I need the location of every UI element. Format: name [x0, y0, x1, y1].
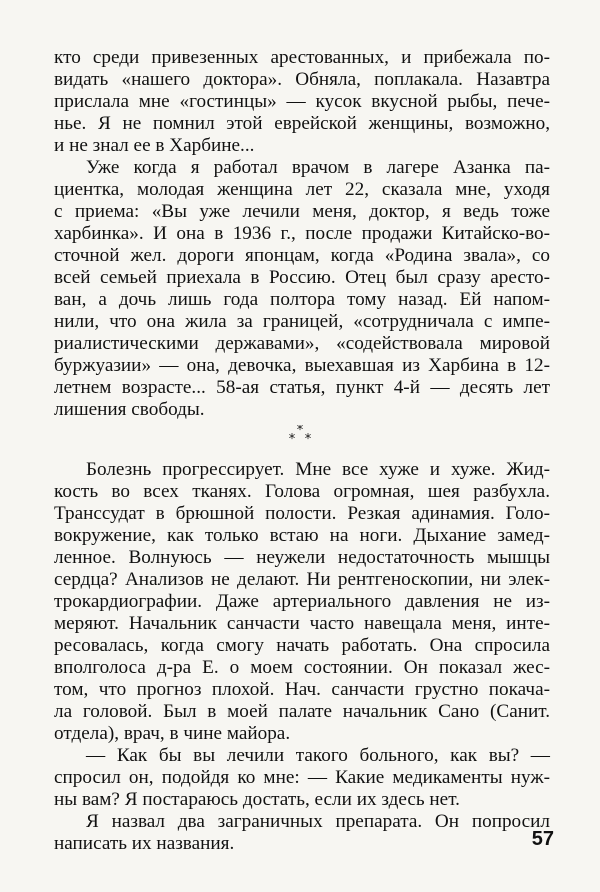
text-line: Уже когда я работал врачом в лагере Азанка па- — [86, 157, 550, 178]
text-line: и не знал ее в Харбине... — [54, 135, 255, 156]
text-line: нье. Я не помнил этой еврейской женщины, возможно, — [54, 113, 550, 134]
text-line: вполголоса д-ра Е. о моем состоянии. Он показал жес- — [54, 657, 550, 678]
text-line: ресовалась, когда смогу начать работать. Она спросила — [54, 635, 550, 656]
text-line: сточной жел. дороги японцам, когда «Родина звала», со — [54, 245, 550, 266]
svg-text:*: * — [288, 432, 296, 445]
text-line: — Как бы вы лечили такого больного, как вы? — — [86, 745, 550, 766]
text-line: вокружение, как только встаю на ноги. Дыхание замед- — [54, 525, 550, 546]
text-line: видать «нашего доктора». Обняла, поплакала. Назавтра — [54, 69, 550, 90]
text-line: Болезнь прогрессирует. Мне все хуже и хуже. Жид- — [86, 459, 550, 480]
text-line: ленное. Волнуюсь — неужели недостаточность мышцы — [54, 547, 550, 568]
text-line: сердца? Анализов не делают. Ни рентгеноскопии, ни элек- — [54, 569, 550, 590]
text-line: спросил он, подойдя ко мне: — Какие медикаменты нуж- — [54, 767, 550, 788]
text-line: ван, а дочь лишь года полтора тому назад. Ей напом- — [54, 289, 550, 310]
text-line: написать их названия. — [54, 833, 235, 854]
text-line: трокардиографии. Даже артериального давления не из- — [54, 591, 550, 612]
text-line: Я назвал два заграничных препарата. Он попросил — [86, 811, 550, 832]
text-line: отдела), врач, в чине майора. — [54, 723, 291, 744]
text-line: том, что прогноз плохой. Нач. санчасти грустно покача- — [54, 679, 550, 700]
text-line: меряют. Начальник санчасти часто навещала меня, инте- — [54, 613, 550, 634]
text-line: всей семьей приехала в Россию. Отец был сразу аресто- — [54, 267, 550, 288]
text-line: ны вам? Я постараюсь достать, если их здесь нет. — [54, 789, 460, 810]
text-line: лишения свободы. — [54, 399, 205, 420]
text-line: кто среди привезенных арестованных, и прибежала по- — [54, 47, 550, 68]
text-line: кость во всех тканях. Голова огромная, шея разбухла. — [54, 481, 550, 502]
text-line: Транссудат в брюшной полости. Резкая адинамия. Голо- — [54, 503, 550, 524]
page-number: 57 — [531, 828, 554, 850]
text-line: с приема: «Вы уже лечили меня, доктор, я ведь тоже — [54, 201, 550, 222]
text-line: прислала мне «гостинцы» — кусок вкусной рыбы, пече- — [54, 91, 550, 112]
svg-text:*: * — [304, 432, 312, 445]
text-line: нили, что она жила за границей, «сотрудничала с импе- — [54, 311, 550, 332]
text-line: харбинка». И она в 1936 г., после продажи Китайско-во- — [54, 223, 550, 244]
text-line: ла головой. Был в моей палате начальник Сано (Санит. — [54, 701, 550, 722]
text-line: буржуазии» — она, девочка, выехавшая из Харбина в 12- — [54, 355, 550, 376]
section-separator-icon — [287, 425, 313, 445]
svg-text:*: * — [296, 425, 304, 438]
text-line: летнем возрасте... 58-ая статья, пункт 4-й — десять лет — [54, 377, 550, 398]
text-line: риалистическими державами», «содействовала мировой — [54, 333, 550, 354]
text-line: циентка, молодая женщина лет 22, сказала мне, уходя — [54, 179, 550, 200]
